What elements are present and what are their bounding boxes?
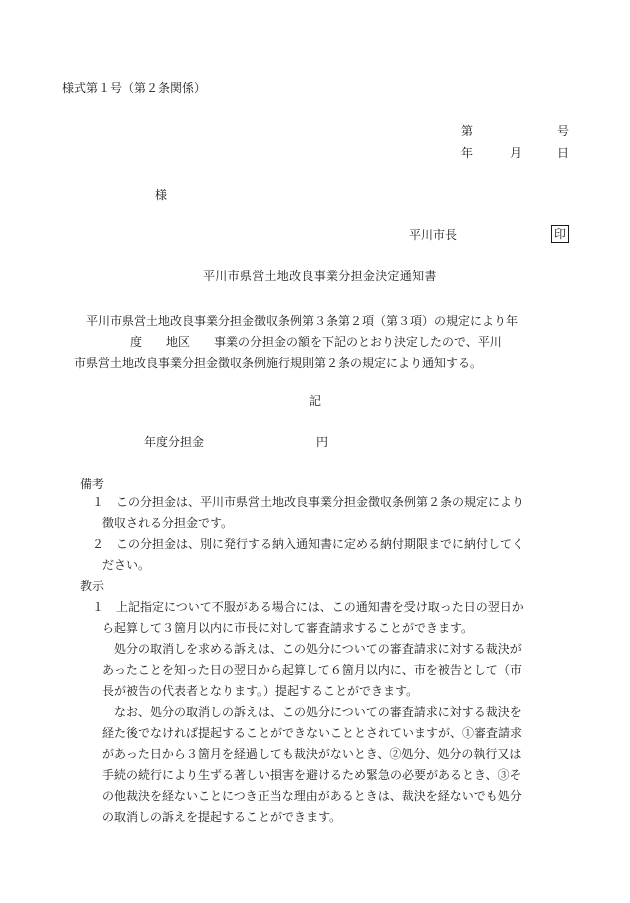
list-item: 長が被告の代表者となります。）提起することができます。	[102, 684, 419, 698]
list-item: ２ この分担金は、別に発行する納入通知書に定める納付期限までに納付してく	[92, 537, 525, 551]
seal-box: 印	[551, 225, 569, 243]
list-item: １ 上記指定について不服がある場合には、この通知書を受け取った日の翌日か	[92, 600, 524, 614]
body-line: 平川市県営土地改良事業分担金徴収条例第３条第２項（第３項）の規定により年	[86, 314, 519, 328]
issuer: 平川市長	[409, 228, 458, 242]
amount-label: 年度分担金	[144, 435, 205, 449]
ki-heading: 記	[309, 394, 322, 408]
list-item: 経た後でなければ提起することができないこととされていますが、①審査請求	[102, 726, 523, 740]
list-item: の他裁決を経ないことにつき正当な理由があるときは、裁決を経ないでも処分	[102, 789, 522, 803]
list-item: 徴収される分担金です。	[102, 516, 234, 530]
list-item: の取消しの訴えを提起することができます。	[102, 810, 342, 824]
remarks-list	[80, 492, 570, 828]
date-month: 月	[510, 146, 523, 160]
list-item: ださい。	[102, 558, 151, 572]
list-item: １ この分担金は、平川市県営土地改良事業分担金徴収条例第２条の規定により	[92, 495, 525, 509]
date-day: 日	[557, 146, 570, 160]
date-year: 年	[461, 146, 474, 160]
remarks-heading: 備考	[80, 477, 105, 491]
list-item: なお、処分の取消しの訴えは、この処分についての審査請求に対する裁決を	[114, 705, 522, 719]
amount-unit: 円	[316, 435, 329, 449]
list-item: 処分の取消しを求める訴えは、この処分についての審査請求に対する裁決が	[114, 642, 522, 656]
list-item: 手続の続行により生ずる著しい損害を避けるため緊急の必要があるとき、③そ	[102, 768, 522, 782]
body-line: 市県営土地改良事業分担金徴収条例施行規則第２条の規定により通知する。	[74, 356, 483, 370]
body-line: 度 地区 事業の分担金の額を下記のとおり決定したので、平川	[130, 335, 502, 349]
doc-number-suffix: 号	[557, 124, 570, 138]
doc-number-prefix: 第	[461, 124, 474, 138]
form-number: 様式第１号（第２条関係）	[62, 81, 207, 95]
document-title: 平川市県営土地改良事業分担金決定通知書	[203, 269, 437, 283]
list-item: があった日から３箇月を経過しても裁決がないとき、②処分、処分の執行又は	[102, 747, 522, 761]
addressee: 様	[155, 188, 168, 202]
list-item: あったことを知った日の翌日から起算して６箇月以内に、市を被告として（市	[102, 663, 522, 677]
body-paragraph	[62, 311, 568, 374]
list-item: ら起算して３箇月以内に市長に対して審査請求することができます。	[102, 621, 474, 635]
instructions-heading: 教示	[80, 579, 105, 593]
